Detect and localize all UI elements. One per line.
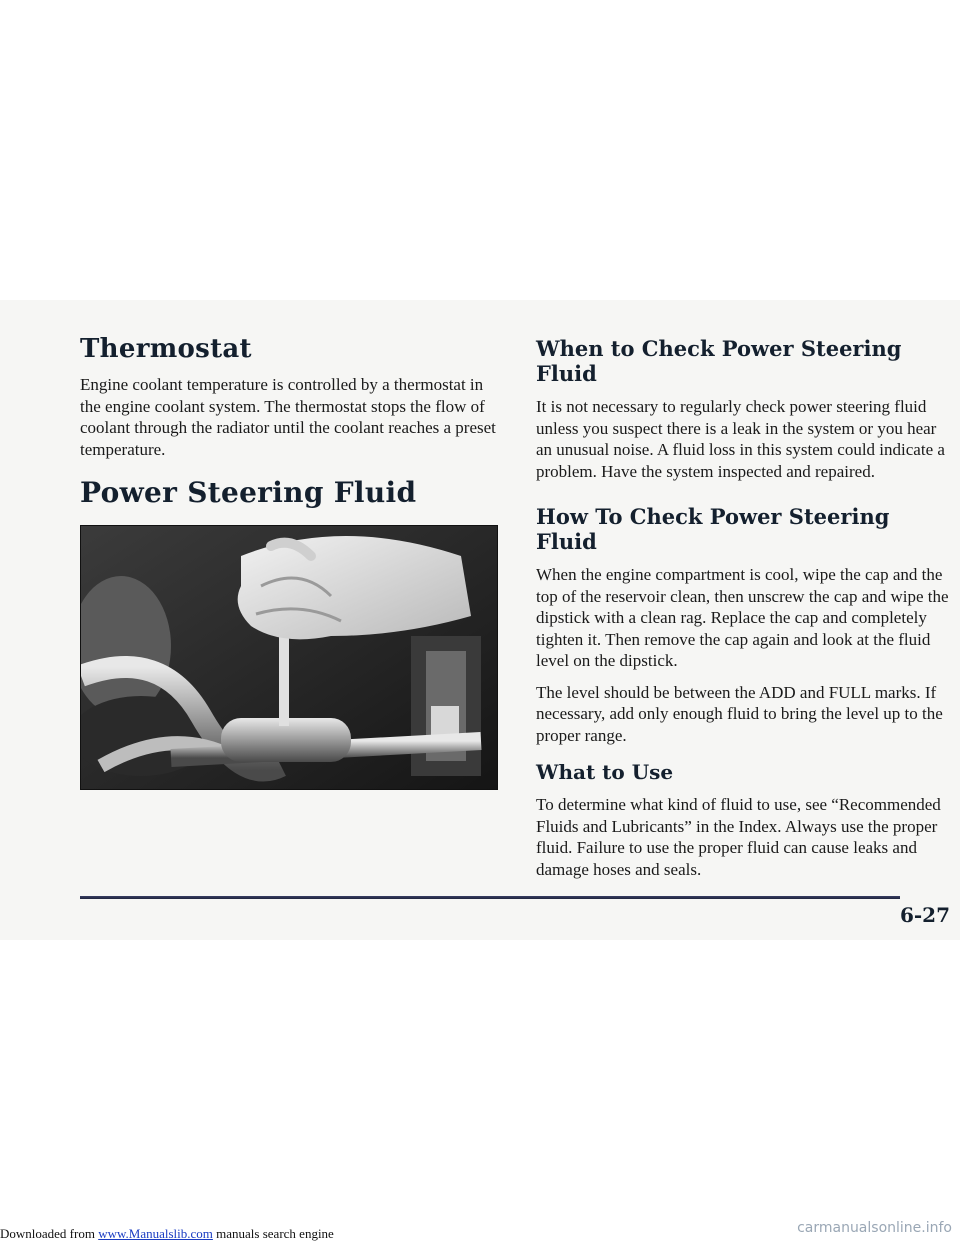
download-source-line [0,1226,334,1242]
download-suffix: manuals search engine [212,1226,334,1241]
when-to-check-paragraph: It is not necessary to regularly check power steering fluid unless you suspect there is a leak in the system or you hear an unusual noise. A fluid loss in this system could indicate a problem. Have the system inspected and repaired. [536,397,945,481]
how-to-check-paragraph-1: When the engine compartment is cool, wipe the cap and the top of the reservoir clean, then unscrew the cap and wipe the dipstick with a clean rag. Replace the cap and completely tighten it. Then remove the cap again and look at the fluid level on the dipstick. [536,565,949,670]
power-steering-fluid-heading: Power Steering Fluid [80,476,417,509]
what-to-use-paragraph: To determine what kind of fluid to use, see “Recommended Fluids and Lubricants” in the Index. Always use the proper fluid. Failure to use the proper fluid can cause leaks and damage hoses and seals. [536,795,941,879]
footer-rule [80,896,900,899]
how-to-check-heading: How To Check Power Steering Fluid [536,504,890,554]
right-column [536,334,956,880]
page-number: 6-27 [899,903,950,927]
download-prefix: Downloaded from [0,1226,99,1241]
thermostat-paragraph: Engine coolant temperature is controlled by a thermostat in the engine coolant system. The thermostat stops the flow of coolant through the radiator until the coolant reaches a preset temperature. [80,375,496,459]
dipstick-photo [80,525,498,790]
thermostat-heading: Thermostat [80,334,252,364]
how-to-check-paragraph-2: The level should be between the ADD and FULL marks. If necessary, add only enough fluid to bring the level up to the proper range. [536,682,943,745]
when-to-check-heading: When to Check Power Steering Fluid [536,336,902,386]
what-to-use-heading: What to Use [536,760,674,784]
manualslib-link[interactable]: www.Manualslib.com [98,1226,213,1241]
watermark-text: carmanualsonline.info [797,1220,952,1236]
left-column [80,334,500,790]
